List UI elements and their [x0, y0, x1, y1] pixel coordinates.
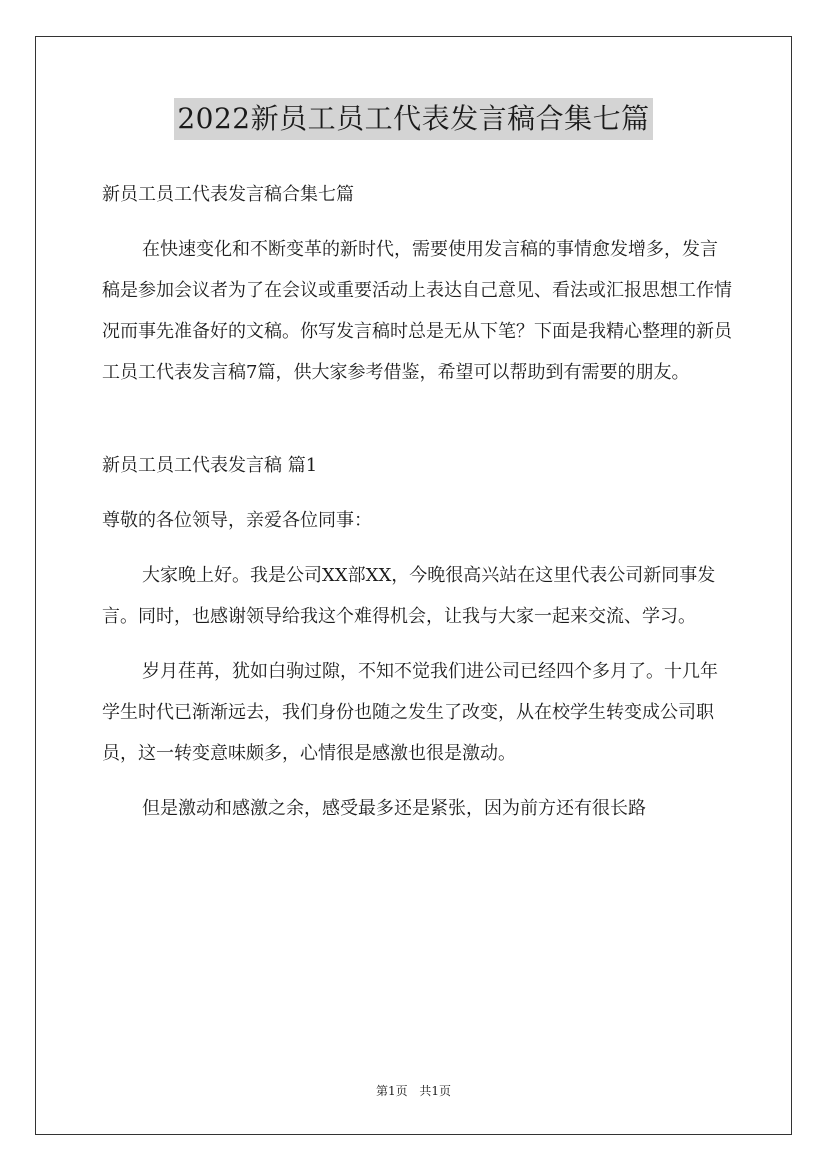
salutation-paragraph: 尊敬的各位领导，亲爱各位同事：	[102, 510, 372, 531]
page-number: 第1页	[375, 1084, 408, 1098]
document-body	[102, 174, 732, 829]
subtitle-paragraph: 新员工员工代表发言稿合集七篇	[102, 184, 354, 205]
section-heading: 新员工员工代表发言稿 篇1	[102, 455, 318, 476]
body-paragraph: 岁月荏苒，犹如白驹过隙，不知不觉我们进公司已经四个多月了。十几年学生时代已渐渐远去，我们身份也随之发生了改变，从在校学生转变成公司职员，这一转变意味颇多，心情很是感激也很是激动。	[102, 661, 718, 764]
page-footer	[0, 1082, 827, 1100]
page-total: 共1页	[419, 1084, 452, 1098]
intro-paragraph: 在快速变化和不断变革的新时代，需要使用发言稿的事情愈发增多，发言稿是参加会议者为了在会议或重要活动上表达自己意见、看法或汇报思想工作情况而事先准备好的文稿。你写发言稿时总是无从下笔？下面是我精心整理的新员工员工代表发言稿7篇，供大家参考借鉴，希望可以帮助到有需要的朋友。	[102, 239, 732, 383]
document-title: 2022新员工员工代表发言稿合集七篇	[174, 98, 652, 140]
title-container	[0, 98, 827, 140]
body-paragraph: 大家晚上好。我是公司XX部XX，今晚很高兴站在这里代表公司新同事发言。同时，也感谢领导给我这个难得机会，让我与大家一起来交流、学习。	[102, 565, 716, 627]
body-paragraph: 但是激动和感激之余，感受最多还是紧张，因为前方还有很长路	[142, 798, 646, 819]
